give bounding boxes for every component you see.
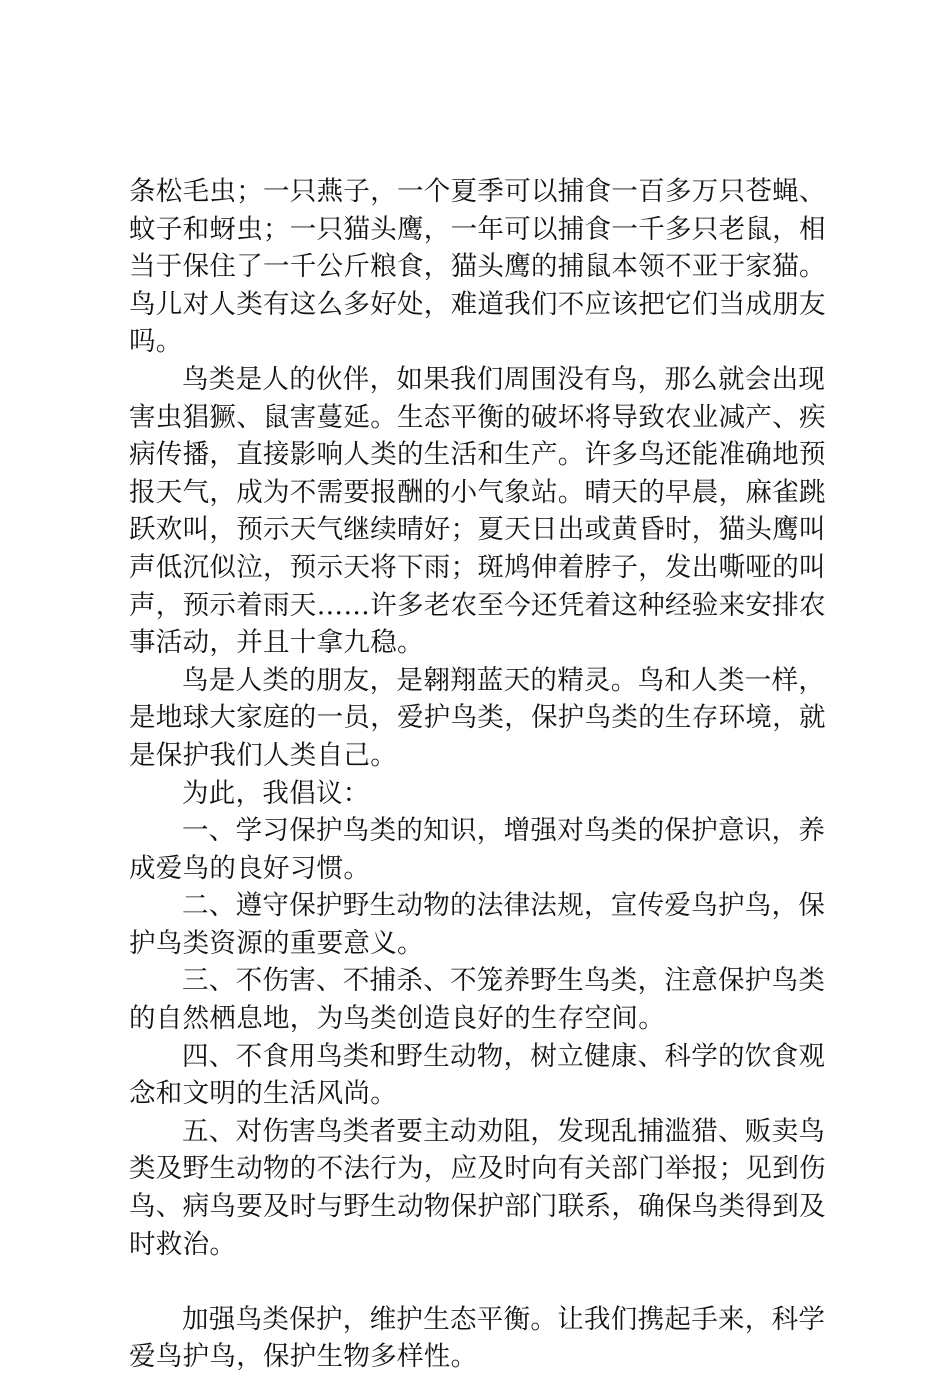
proposal-item-4: 四、不食用鸟类和野生动物，树立健康、科学的饮食观念和文明的生活风尚。 (129, 1040, 826, 1110)
proposal-item-3: 三、不伤害、不捕杀、不笼养野生鸟类，注意保护鸟类的自然栖息地，为鸟类创造良好的生存空间。 (129, 965, 826, 1035)
proposal-item-2: 二、遵守保护野生动物的法律法规，宣传爱鸟护鸟，保护鸟类资源的重要意义。 (129, 890, 826, 959)
paragraph-bird-friend: 鸟是人类的朋友，是翱翔蓝天的精灵。鸟和人类一样，是地球大家庭的一员，爱护鸟类，保护鸟类的生存环境，就是保护我们人类自己。 (129, 664, 826, 771)
document-body (129, 173, 849, 1376)
paragraph-continuation: 条松毛虫；一只燕子，一个夏季可以捕食一百多万只苍蝇、蚊子和蚜虫；一只猫头鹰，一年可以捕食一千多只老鼠，相当于保住了一千公斤粮食，猫头鹰的捕鼠本领不亚于家猫。鸟儿对人类有这么多好处，难道我们不应该把它们当成朋友吗。 (129, 176, 826, 358)
paragraph-bird-partner: 鸟类是人的伙伴，如果我们周围没有鸟，那么就会出现害虫猖獗、鼠害蔓延。生态平衡的破坏将导致农业减产、疾病传播，直接影响人类的生活和生产。许多鸟还能准确地预报天气，成为不需要报酬的小气象站。晴天的早晨，麻雀跳跃欢叫，预示天气继续晴好；夏天日出或黄昏时，猫头鹰叫声低沉似泣，预示天将下雨；斑鸠伸着脖子，发出嘶哑的叫声，预示着雨天……许多老农至今还凭着这种经验来安排农事活动，并且十拿九稳。 (129, 363, 826, 659)
paragraph-spacer (129, 1263, 849, 1301)
paragraph-proposal-intro: 为此，我倡议： (182, 777, 370, 809)
proposal-item-5: 五、对伤害鸟类者要主动劝阻，发现乱捕滥猎、贩卖鸟类及野生动物的不法行为，应及时向有关部门举报；见到伤鸟、病鸟要及时与野生动物保护部门联系，确保鸟类得到及时救治。 (129, 1115, 826, 1260)
proposal-item-1: 一、学习保护鸟类的知识，增强对鸟类的保护意识，养成爱鸟的良好习惯。 (129, 815, 826, 884)
paragraph-closing: 加强鸟类保护，维护生态平衡。让我们携起手来，科学爱鸟护鸟，保护生物多样性。 (129, 1303, 826, 1373)
